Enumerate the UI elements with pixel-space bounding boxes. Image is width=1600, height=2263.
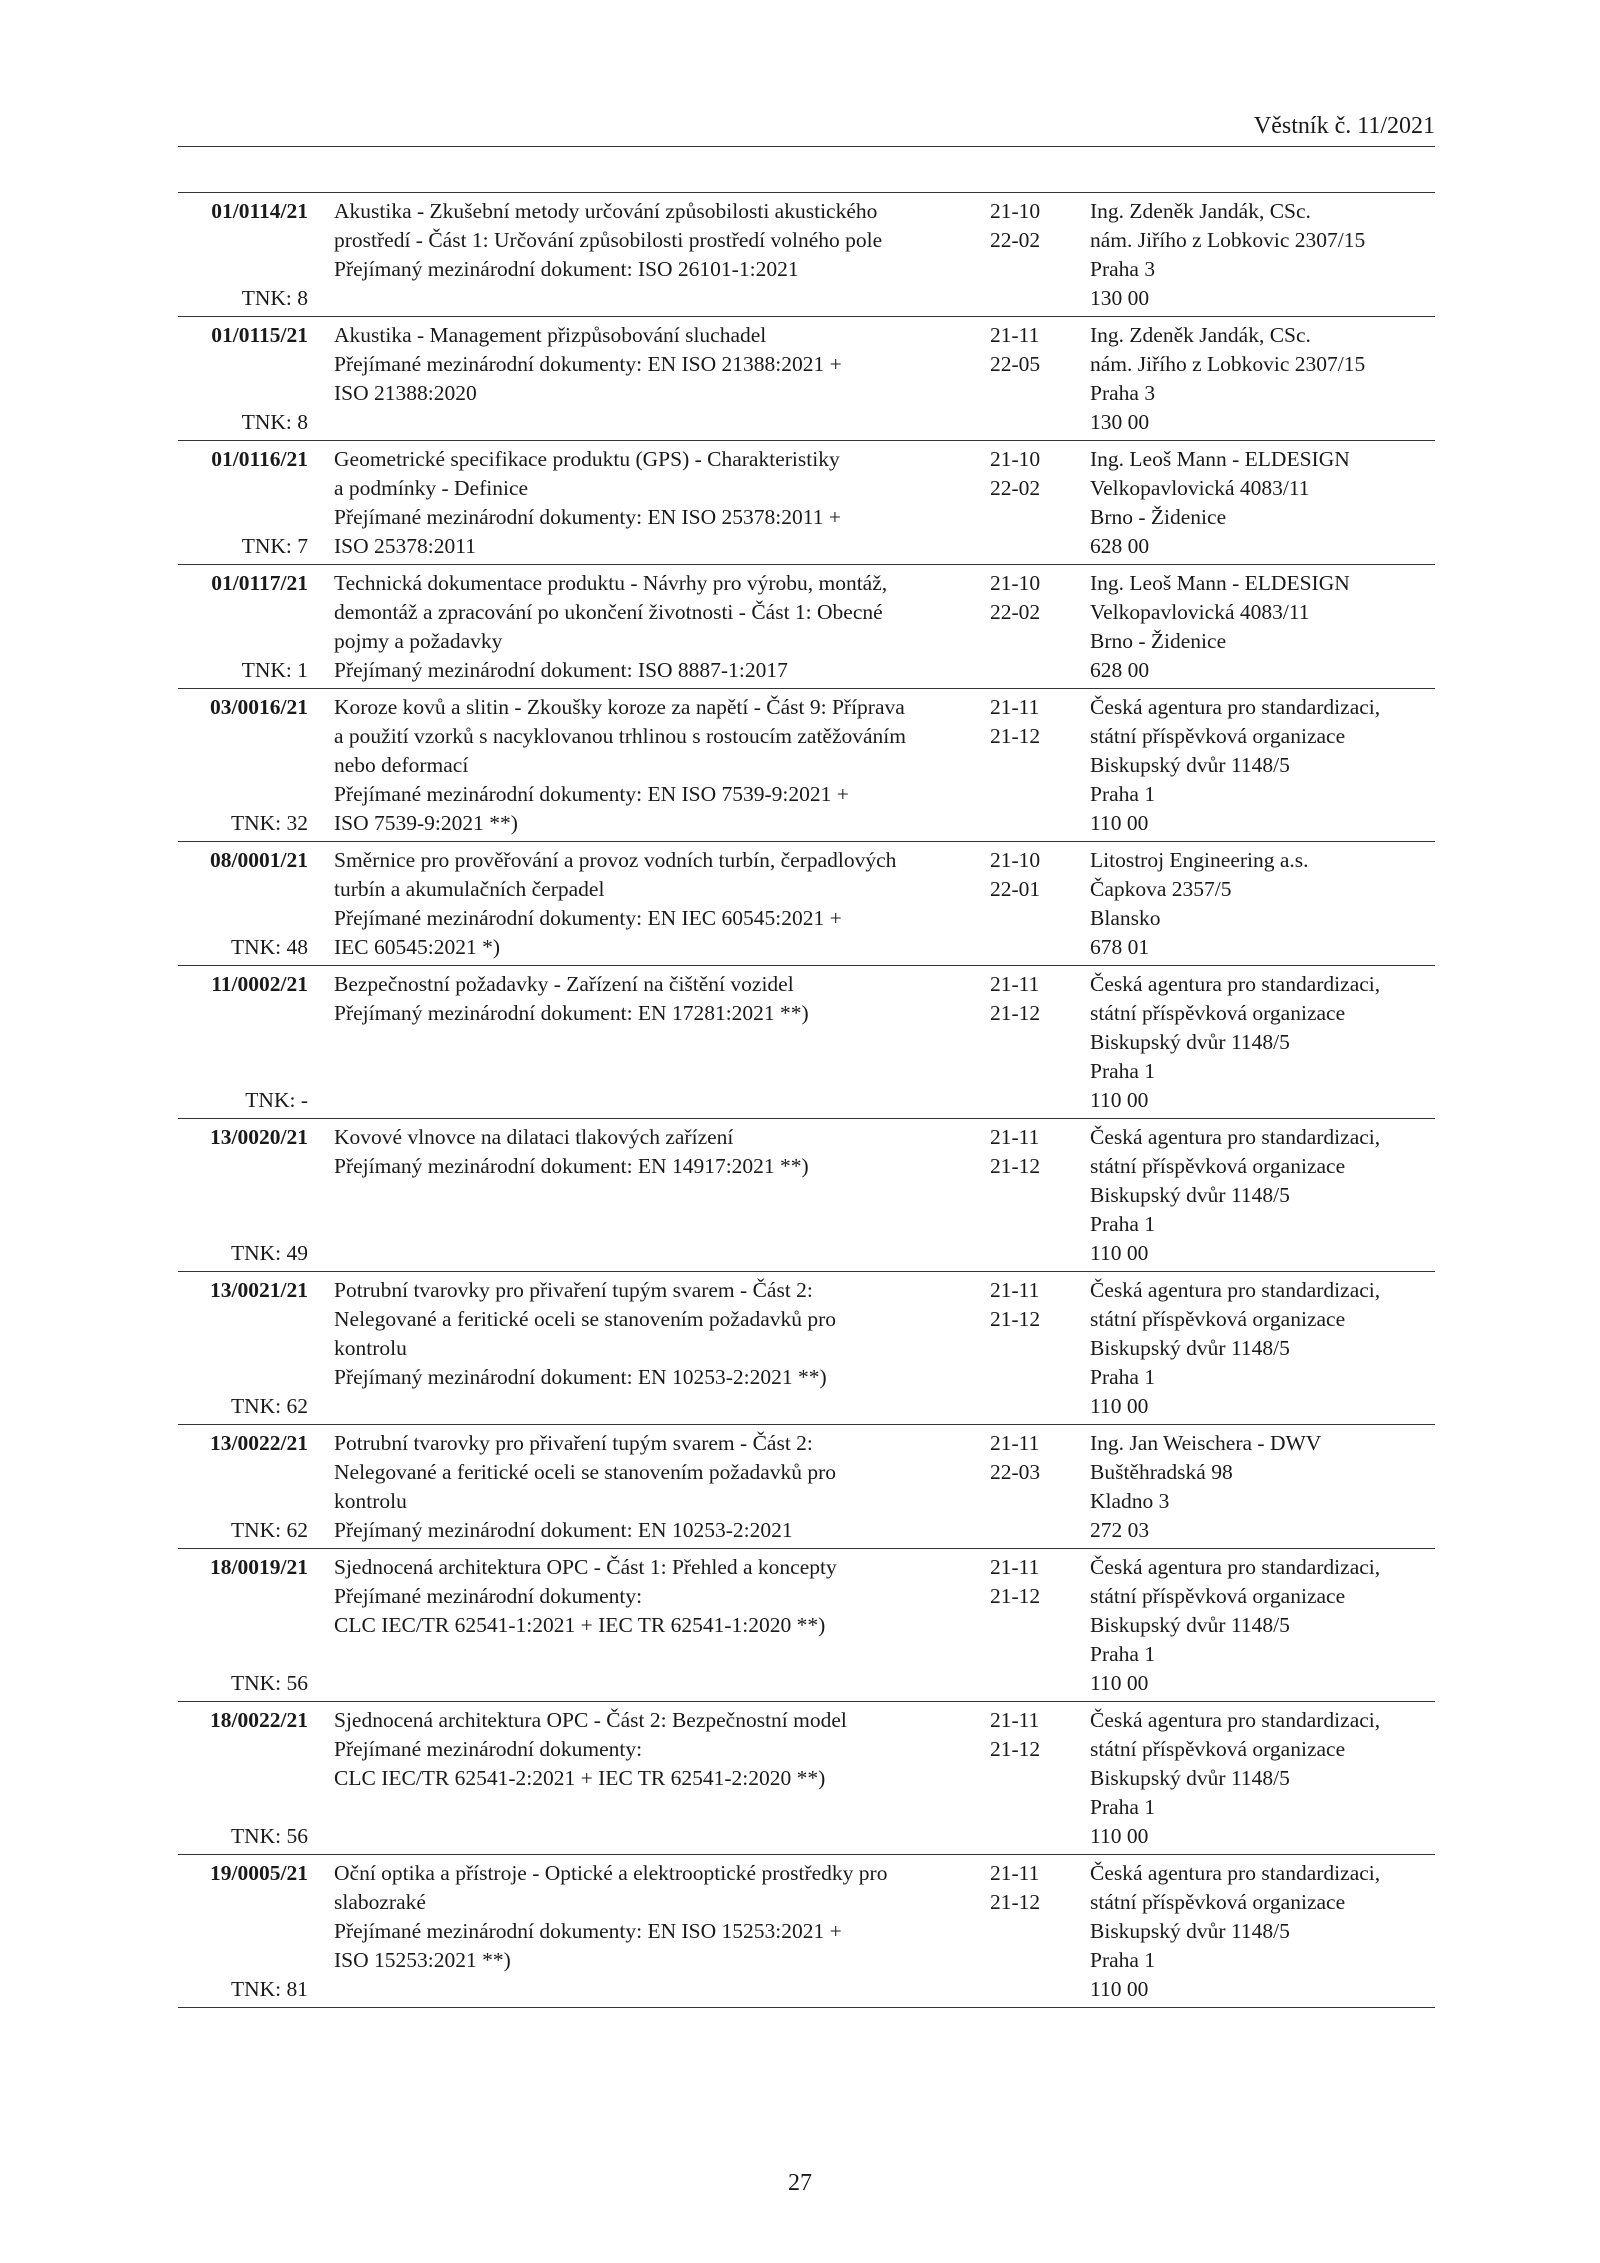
row-id-cell xyxy=(178,445,308,561)
date-line: 21-12 xyxy=(990,1307,1041,1331)
address-cell xyxy=(1090,1553,1435,1698)
row-id-cell xyxy=(178,1706,308,1851)
address-line: 110 00 xyxy=(1090,1088,1149,1112)
address-line: nám. Jiřího z Lobkovic 2307/15 xyxy=(1090,352,1366,376)
standard-code: 13/0020/21 xyxy=(210,1125,308,1149)
row-id-cell xyxy=(178,1123,308,1268)
description-line: Přejímané mezinárodní dokumenty: EN ISO 15253:2021 + xyxy=(334,1919,842,1943)
address-line: Brno - Židenice xyxy=(1090,505,1227,529)
date-line: 21-10 xyxy=(990,848,1041,872)
standard-code: 18/0019/21 xyxy=(210,1555,308,1579)
address-cell xyxy=(1090,1859,1435,2004)
standard-code: 13/0022/21 xyxy=(210,1431,308,1455)
description-line: ISO 15253:2021 **) xyxy=(334,1948,511,1972)
page-number: 27 xyxy=(788,2170,812,2196)
description-line: a použití vzorků s nacyklovanou trhlinou s rostoucím zatěžováním xyxy=(334,724,906,748)
tnk-label: TNK: 49 xyxy=(230,1241,308,1265)
address-line: Litostroj Engineering a.s. xyxy=(1090,848,1309,872)
description-line: Potrubní tvarovky pro přivaření tupým svarem - Část 2: xyxy=(334,1278,813,1302)
address-cell xyxy=(1090,197,1435,313)
address-line: Ing. Zdeněk Jandák, CSc. xyxy=(1090,323,1311,347)
address-line: Blansko xyxy=(1090,906,1161,930)
table-row xyxy=(178,1549,1435,1702)
address-cell xyxy=(1090,1276,1435,1421)
address-line: Česká agentura pro standardizaci, xyxy=(1090,695,1381,719)
description-line: pojmy a požadavky xyxy=(334,629,503,653)
date-line: 22-02 xyxy=(990,476,1041,500)
standard-code: 01/0117/21 xyxy=(211,571,308,595)
description-cell xyxy=(308,970,990,1115)
description-line: Potrubní tvarovky pro přivaření tupým svarem - Část 2: xyxy=(334,1431,813,1455)
description-line: Přejímaný mezinárodní dokument: ISO 8887-1:2017 xyxy=(334,658,788,682)
table-row xyxy=(178,193,1435,317)
address-line: Praha 1 xyxy=(1090,1948,1156,1972)
address-cell xyxy=(1090,693,1435,838)
description-line: Směrnice pro prověřování a provoz vodních turbín, čerpadlových xyxy=(334,848,897,872)
address-line: státní příspěvková organizace xyxy=(1090,1890,1346,1914)
table-row xyxy=(178,966,1435,1119)
address-line: Biskupský dvůr 1148/5 xyxy=(1090,753,1290,777)
dates-cell xyxy=(990,1706,1090,1851)
address-line: státní příspěvková organizace xyxy=(1090,1737,1346,1761)
description-line: Přejímaný mezinárodní dokument: EN 14917:2021 **) xyxy=(334,1154,809,1178)
date-line: 21-10 xyxy=(990,199,1041,223)
description-line: Oční optika a přístroje - Optické a elektrooptické prostředky pro xyxy=(334,1861,888,1885)
address-line: 110 00 xyxy=(1090,1671,1149,1695)
description-line: Bezpečnostní požadavky - Zařízení na čištění vozidel xyxy=(334,972,794,996)
address-line: Česká agentura pro standardizaci, xyxy=(1090,1861,1381,1885)
description-line: Akustika - Zkušební metody určování způsobilosti akustického xyxy=(334,199,878,223)
address-line: Ing. Leoš Mann - ELDESIGN xyxy=(1090,447,1350,471)
date-line: 21-11 xyxy=(990,1861,1040,1885)
description-line: kontrolu xyxy=(334,1489,407,1513)
date-line: 21-10 xyxy=(990,571,1041,595)
description-line: Přejímaný mezinárodní dokument: ISO 26101-1:2021 xyxy=(334,257,799,281)
address-line: Ing. Jan Weischera - DWV xyxy=(1090,1431,1322,1455)
address-line: Česká agentura pro standardizaci, xyxy=(1090,1125,1381,1149)
address-line: Buštěhradská 98 xyxy=(1090,1460,1233,1484)
description-line: slabozraké xyxy=(334,1890,426,1914)
description-line: Přejímané mezinárodní dokumenty: EN ISO 25378:2011 + xyxy=(334,505,841,529)
address-line: Ing. Zdeněk Jandák, CSc. xyxy=(1090,199,1311,223)
dates-cell xyxy=(990,1553,1090,1698)
description-line: ISO 25378:2011 xyxy=(334,534,476,558)
description-line: nebo deformací xyxy=(334,753,469,777)
dates-cell xyxy=(990,1276,1090,1421)
row-id-cell xyxy=(178,569,308,685)
description-line: ISO 7539-9:2021 **) xyxy=(334,811,518,835)
address-line: Brno - Židenice xyxy=(1090,629,1227,653)
dates-cell xyxy=(990,1859,1090,2004)
table-row xyxy=(178,1425,1435,1549)
address-cell xyxy=(1090,445,1435,561)
description-line: Akustika - Management přizpůsobování sluchadel xyxy=(334,323,767,347)
description-cell xyxy=(308,1553,990,1698)
row-id-cell xyxy=(178,1553,308,1698)
address-line: Praha 3 xyxy=(1090,381,1156,405)
standard-code: 13/0021/21 xyxy=(210,1278,308,1302)
address-line: 628 00 xyxy=(1090,534,1150,558)
address-line: Praha 1 xyxy=(1090,782,1156,806)
address-line: 130 00 xyxy=(1090,410,1150,434)
date-line: 21-11 xyxy=(990,695,1040,719)
date-line: 21-12 xyxy=(990,1154,1041,1178)
description-cell xyxy=(308,1859,990,2004)
table-row xyxy=(178,689,1435,842)
description-line: Nelegované a feritické oceli se stanovením požadavků pro xyxy=(334,1460,837,1484)
description-line: Technická dokumentace produktu - Návrhy pro výrobu, montáž, xyxy=(334,571,888,595)
description-line: Sjednocená architektura OPC - Část 2: Bezpečnostní model xyxy=(334,1708,847,1732)
description-line: Sjednocená architektura OPC - Část 1: Přehled a koncepty xyxy=(334,1555,837,1579)
date-line: 21-11 xyxy=(990,1555,1040,1579)
table-row xyxy=(178,1272,1435,1425)
date-line: 21-12 xyxy=(990,1890,1041,1914)
tnk-label: TNK: 8 xyxy=(241,286,308,310)
address-line: 628 00 xyxy=(1090,658,1150,682)
dates-cell xyxy=(990,970,1090,1115)
description-cell xyxy=(308,1123,990,1268)
tnk-label: TNK: 81 xyxy=(230,1977,308,2001)
date-line: 22-01 xyxy=(990,877,1041,901)
description-line: Kovové vlnovce na dilataci tlakových zařízení xyxy=(334,1125,734,1149)
date-line: 21-12 xyxy=(990,1737,1041,1761)
dates-cell xyxy=(990,693,1090,838)
table-row xyxy=(178,317,1435,441)
tnk-label: TNK: 62 xyxy=(230,1518,308,1542)
row-id-cell xyxy=(178,970,308,1115)
address-line: Velkopavlovická 4083/11 xyxy=(1090,600,1310,624)
tnk-label: TNK: 7 xyxy=(241,534,308,558)
address-line: nám. Jiřího z Lobkovic 2307/15 xyxy=(1090,228,1366,252)
description-line: CLC IEC/TR 62541-2:2021 + IEC TR 62541-2:2020 **) xyxy=(334,1766,826,1790)
dates-cell xyxy=(990,846,1090,962)
description-line: CLC IEC/TR 62541-1:2021 + IEC TR 62541-1:2020 **) xyxy=(334,1613,826,1637)
address-cell xyxy=(1090,321,1435,437)
address-line: 110 00 xyxy=(1090,1977,1149,2001)
description-line: Přejímané mezinárodní dokumenty: xyxy=(334,1737,643,1761)
tnk-label: TNK: 48 xyxy=(230,935,308,959)
table-row xyxy=(178,1119,1435,1272)
dates-cell xyxy=(990,197,1090,313)
row-id-cell xyxy=(178,1429,308,1545)
description-cell xyxy=(308,1276,990,1421)
address-line: Česká agentura pro standardizaci, xyxy=(1090,1555,1381,1579)
address-line: Praha 3 xyxy=(1090,257,1156,281)
row-id-cell xyxy=(178,693,308,838)
table-row xyxy=(178,1702,1435,1855)
tnk-label: TNK: 8 xyxy=(241,410,308,434)
standard-code: 01/0116/21 xyxy=(211,447,308,471)
dates-cell xyxy=(990,1429,1090,1545)
description-line: Nelegované a feritické oceli se stanovením požadavků pro xyxy=(334,1307,837,1331)
description-cell xyxy=(308,569,990,685)
row-id-cell xyxy=(178,1276,308,1421)
address-line: Praha 1 xyxy=(1090,1795,1156,1819)
tnk-label: TNK: - xyxy=(245,1088,308,1112)
description-line: Přejímané mezinárodní dokumenty: EN ISO 21388:2021 + xyxy=(334,352,842,376)
standard-code: 19/0005/21 xyxy=(210,1861,308,1885)
description-cell xyxy=(308,693,990,838)
date-line: 21-11 xyxy=(990,1125,1040,1149)
page-header xyxy=(178,112,1435,147)
address-line: 110 00 xyxy=(1090,1824,1149,1848)
standard-code: 18/0022/21 xyxy=(210,1708,308,1732)
dates-cell xyxy=(990,1123,1090,1268)
date-line: 21-11 xyxy=(990,1431,1040,1455)
row-id-cell xyxy=(178,1859,308,2004)
address-line: Biskupský dvůr 1148/5 xyxy=(1090,1613,1290,1637)
description-line: ISO 21388:2020 xyxy=(334,381,477,405)
address-line: státní příspěvková organizace xyxy=(1090,724,1346,748)
standard-code: 01/0115/21 xyxy=(211,323,308,347)
date-line: 21-11 xyxy=(990,1278,1040,1302)
description-line: demontáž a zpracování po ukončení životnosti - Část 1: Obecné xyxy=(334,600,883,624)
dates-cell xyxy=(990,569,1090,685)
address-line: Praha 1 xyxy=(1090,1365,1156,1389)
standard-code: 03/0016/21 xyxy=(210,695,308,719)
address-line: státní příspěvková organizace xyxy=(1090,1307,1346,1331)
address-line: 110 00 xyxy=(1090,811,1149,835)
address-line: Praha 1 xyxy=(1090,1642,1156,1666)
description-cell xyxy=(308,321,990,437)
description-cell xyxy=(308,1706,990,1851)
address-line: Česká agentura pro standardizaci, xyxy=(1090,972,1381,996)
description-line: prostředí - Část 1: Určování způsobilosti prostředí volného pole xyxy=(334,228,883,252)
journal-title: Věstník č. 11/2021 xyxy=(1253,113,1435,139)
address-cell xyxy=(1090,1706,1435,1851)
address-line: Kladno 3 xyxy=(1090,1489,1170,1513)
address-line: 272 03 xyxy=(1090,1518,1150,1542)
standards-table xyxy=(178,192,1435,2008)
address-cell xyxy=(1090,569,1435,685)
table-row xyxy=(178,565,1435,689)
description-line: turbín a akumulačních čerpadel xyxy=(334,877,605,901)
tnk-label: TNK: 32 xyxy=(230,811,308,835)
table-row xyxy=(178,842,1435,966)
tnk-label: TNK: 56 xyxy=(230,1824,308,1848)
description-line: Přejímaný mezinárodní dokument: EN 10253-2:2021 xyxy=(334,1518,793,1542)
description-line: Přejímaný mezinárodní dokument: EN 17281:2021 **) xyxy=(334,1001,809,1025)
row-id-cell xyxy=(178,197,308,313)
date-line: 22-05 xyxy=(990,352,1041,376)
table-row xyxy=(178,441,1435,565)
address-line: státní příspěvková organizace xyxy=(1090,1584,1346,1608)
address-line: Praha 1 xyxy=(1090,1059,1156,1083)
address-cell xyxy=(1090,1429,1435,1545)
address-line: 678 01 xyxy=(1090,935,1150,959)
standard-code: 11/0002/21 xyxy=(211,972,308,996)
date-line: 21-12 xyxy=(990,1001,1041,1025)
description-line: IEC 60545:2021 *) xyxy=(334,935,501,959)
dates-cell xyxy=(990,445,1090,561)
standard-code: 01/0114/21 xyxy=(211,199,308,223)
description-line: Přejímané mezinárodní dokumenty: xyxy=(334,1584,643,1608)
address-line: Biskupský dvůr 1148/5 xyxy=(1090,1766,1290,1790)
description-line: a podmínky - Definice xyxy=(334,476,529,500)
date-line: 21-12 xyxy=(990,724,1041,748)
address-line: Praha 1 xyxy=(1090,1212,1156,1236)
tnk-label: TNK: 1 xyxy=(241,658,308,682)
date-line: 22-02 xyxy=(990,600,1041,624)
address-line: 110 00 xyxy=(1090,1394,1149,1418)
address-line: Velkopavlovická 4083/11 xyxy=(1090,476,1310,500)
tnk-label: TNK: 62 xyxy=(230,1394,308,1418)
description-line: Přejímané mezinárodní dokumenty: EN ISO 7539-9:2021 + xyxy=(334,782,849,806)
date-line: 21-10 xyxy=(990,447,1041,471)
description-line: Přejímaný mezinárodní dokument: EN 10253-2:2021 **) xyxy=(334,1365,827,1389)
address-line: Biskupský dvůr 1148/5 xyxy=(1090,1030,1290,1054)
description-line: Geometrické specifikace produktu (GPS) - Charakteristiky xyxy=(334,447,840,471)
address-line: 110 00 xyxy=(1090,1241,1149,1265)
description-line: Přejímané mezinárodní dokumenty: EN IEC 60545:2021 + xyxy=(334,906,842,930)
address-cell xyxy=(1090,846,1435,962)
description-cell xyxy=(308,445,990,561)
address-line: Ing. Leoš Mann - ELDESIGN xyxy=(1090,571,1350,595)
address-line: 130 00 xyxy=(1090,286,1150,310)
address-cell xyxy=(1090,970,1435,1115)
dates-cell xyxy=(990,321,1090,437)
description-line: Koroze kovů a slitin - Zkoušky koroze za napětí - Část 9: Příprava xyxy=(334,695,905,719)
date-line: 21-11 xyxy=(990,323,1040,347)
date-line: 21-12 xyxy=(990,1584,1041,1608)
description-cell xyxy=(308,846,990,962)
address-cell xyxy=(1090,1123,1435,1268)
row-id-cell xyxy=(178,846,308,962)
table-row xyxy=(178,1855,1435,2008)
date-line: 22-02 xyxy=(990,228,1041,252)
description-cell xyxy=(308,1429,990,1545)
date-line: 22-03 xyxy=(990,1460,1041,1484)
description-cell xyxy=(308,197,990,313)
address-line: Česká agentura pro standardizaci, xyxy=(1090,1278,1381,1302)
date-line: 21-11 xyxy=(990,1708,1040,1732)
standard-code: 08/0001/21 xyxy=(210,848,308,872)
date-line: 21-11 xyxy=(990,972,1040,996)
tnk-label: TNK: 56 xyxy=(230,1671,308,1695)
address-line: státní příspěvková organizace xyxy=(1090,1001,1346,1025)
address-line: Biskupský dvůr 1148/5 xyxy=(1090,1919,1290,1943)
address-line: Biskupský dvůr 1148/5 xyxy=(1090,1183,1290,1207)
description-line: kontrolu xyxy=(334,1336,407,1360)
address-line: Biskupský dvůr 1148/5 xyxy=(1090,1336,1290,1360)
address-line: Čapkova 2357/5 xyxy=(1090,877,1232,901)
row-id-cell xyxy=(178,321,308,437)
address-line: státní příspěvková organizace xyxy=(1090,1154,1346,1178)
address-line: Česká agentura pro standardizaci, xyxy=(1090,1708,1381,1732)
